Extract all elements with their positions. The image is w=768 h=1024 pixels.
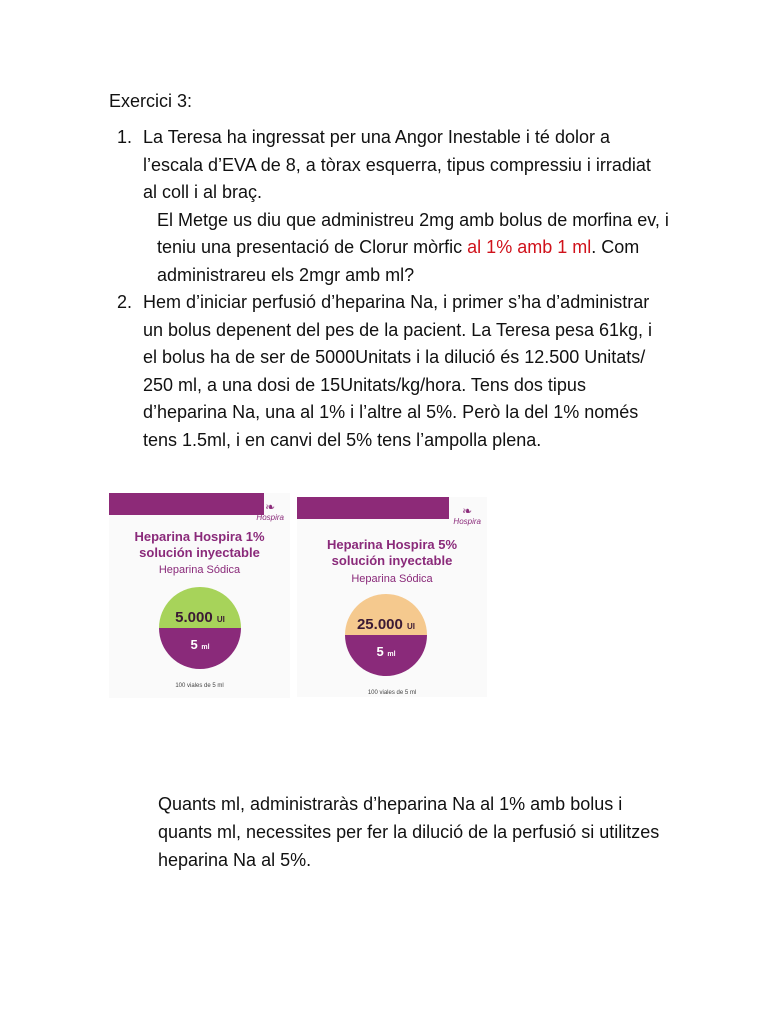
label-footer: 100 viales de 5 ml (175, 683, 224, 689)
item-paragraph-instructions (157, 207, 669, 290)
dose-unit: UI (407, 622, 416, 631)
volume-number: 5 (376, 644, 384, 659)
volume-unit: ml (387, 651, 396, 658)
hospira-logo (453, 505, 481, 526)
dose-circle (345, 594, 427, 676)
dose-number: 25.000 (356, 616, 403, 633)
exercise-heading: Exercici 3: (109, 91, 193, 111)
dose-unit: UI (216, 615, 225, 624)
product-title-line2: solución inyectable (139, 545, 260, 560)
product-subtitle: Heparina Sódica (158, 564, 241, 576)
label-footer: 100 viales de 5 ml (367, 690, 417, 696)
dose-number: 5.000 (175, 609, 213, 626)
hospira-logo-icon: ❧ (462, 504, 473, 518)
highlighted-concentration: al 1% amb 1 ml (467, 237, 592, 257)
heparin-labels-image (109, 493, 679, 698)
heparin-1-percent-label (109, 493, 290, 698)
product-title (109, 529, 290, 561)
list-item (109, 124, 669, 289)
item-number: 1. (117, 127, 133, 147)
label-color-band (297, 497, 449, 519)
product-title-line1: Heparina Hospira 5% (326, 537, 458, 552)
item-number: 2. (117, 292, 133, 312)
instruction-question: . Com administrareu els 2mgr amb ml? (157, 237, 640, 285)
dose-circle (159, 587, 241, 669)
product-title-line1: Heparina Hospira 1% (134, 529, 265, 544)
volume-unit: ml (201, 644, 210, 651)
product-title (297, 537, 487, 569)
final-question: Quants ml, administraràs d’heparina Na al 1% amb bolus i quants ml, necessites per fer la dilució de la perfusió si utilitzes heparina Na al 5%. (158, 794, 660, 870)
hospira-logo (256, 501, 284, 522)
label-color-band (109, 493, 264, 515)
product-title-line2: solución inyectable (331, 553, 453, 568)
dose-value (159, 609, 241, 626)
list-item (109, 289, 669, 454)
brand-name: Hospira (453, 517, 481, 526)
product-subtitle: Heparina Sódica (351, 573, 433, 585)
brand-name: Hospira (256, 513, 284, 522)
item-paragraph: Hem d’iniciar perfusió d’heparina Na, i primer s’ha d’administrar un bolus depenent del pes de la pacient. La Teresa pesa 61kg, i el bolus ha de ser de 5000Unitats i la dilució és 12.500 Unitats/ 250 ml, a una dosi de 15Unitats/kg/hora. Tens dos tipus d’heparina Na, una al 1% i l’altre al 5%. Però la del 1% només tens 1.5ml, i en canvi del 5% tens l’ampolla plena. (143, 292, 653, 450)
dose-value (345, 616, 427, 633)
exercise-list (109, 124, 669, 454)
volume-value (159, 637, 241, 652)
volume-value (345, 644, 427, 659)
volume-number: 5 (190, 637, 198, 652)
heparin-5-percent-label (297, 497, 487, 697)
instruction-text: El Metge us diu que administreu 2mg amb bolus de morfina ev, i teniu una presentació de Clorur mòrfic (157, 209, 669, 257)
hospira-logo-icon: ❧ (265, 500, 276, 514)
item-paragraph: La Teresa ha ingressat per una Angor Inestable i té dolor a l’escala d’EVA de 8, a tòrax esquerra, tipus compressiu i irradiat al coll i al braç. (143, 127, 651, 202)
